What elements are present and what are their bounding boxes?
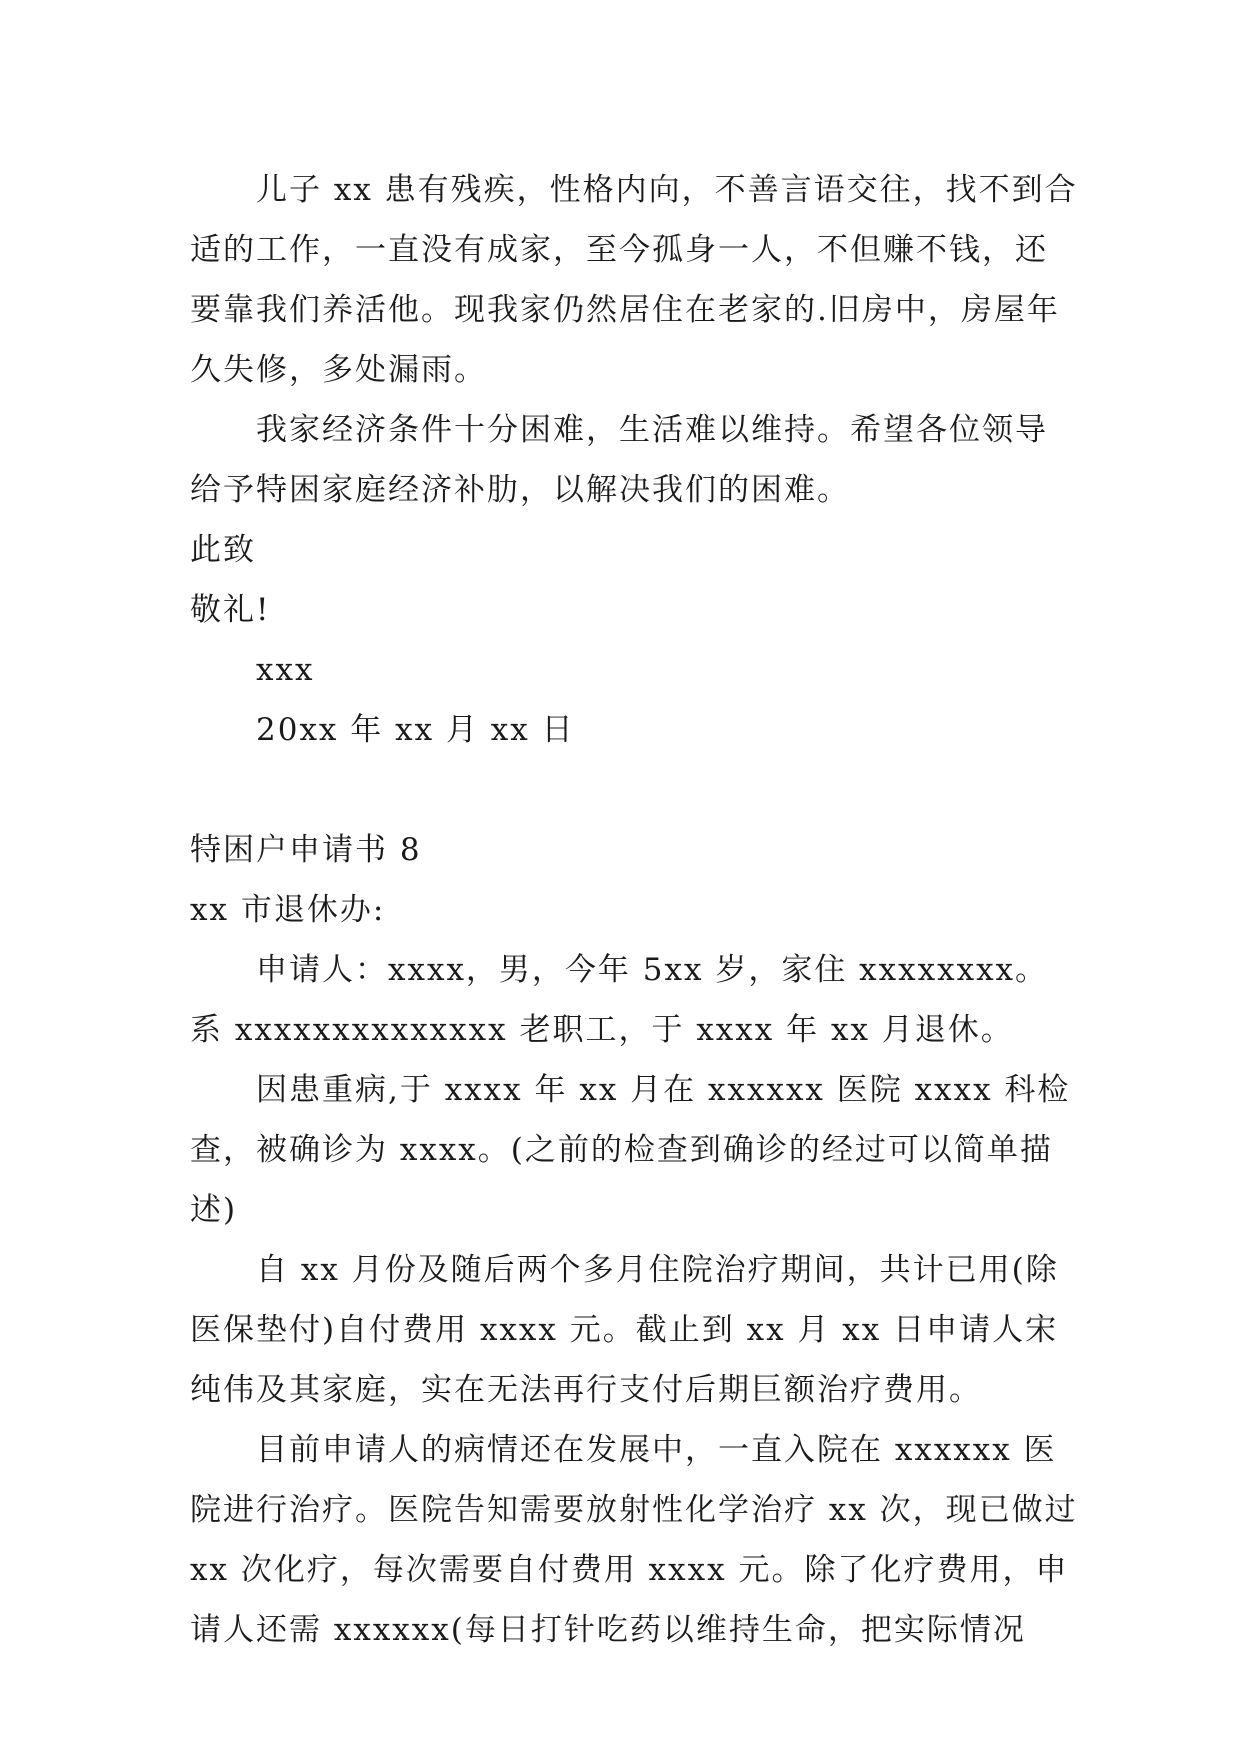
paragraph-applicant-info: 申请人：xxxx，男，今年 5xx 岁，家住 xxxxxxxx。系 xxxxxxxxxxxxxx 老职工，于 xxxx 年 xx 月退休。	[190, 952, 1049, 1048]
signature-name: xxx	[256, 652, 315, 688]
signature-date: 20xx 年 xx 月 xx 日	[256, 712, 575, 748]
paragraph-financial-difficulty: 我家经济条件十分困难，生活难以维持。希望各位领导给予特困家庭经济补肋，以解决我们的困难。	[190, 412, 1048, 508]
closing-regards: 敬礼!	[190, 592, 271, 628]
addressee: xx 市退休办:	[190, 892, 386, 928]
document-page	[190, 160, 1080, 1660]
paragraph-expenses: 自 xx 月份及随后两个多月住院治疗期间，共计已用(除医保垫付)自付费用 xxxx 元。截止到 xx 月 xx 日申请人宋纯伟及其家庭，实在无法再行支付后期巨额治疗费用。	[190, 1252, 1059, 1408]
paragraph-diagnosis: 因患重病,于 xxxx 年 xx 月在 xxxxxx 医院 xxxx 科检查，被确诊为 xxxx。(之前的检查到确诊的经过可以简单描述)	[190, 1072, 1071, 1228]
section-title: 特困户申请书 8	[190, 832, 422, 868]
paragraph-son-condition: 儿子 xx 患有残疾，性格内向，不善言语交往，找不到合适的工作，一直没有成家，至今孤身一人，不但赚不钱，还要靠我们养活他。现我家仍然居住在老家的.旧房中，房屋年久失修，多处漏雨。	[190, 172, 1078, 388]
section-gap	[190, 760, 1080, 820]
closing-salutation: 此致	[190, 532, 256, 568]
paragraph-treatment: 目前申请人的病情还在发展中，一直入院在 xxxxxx 医院进行治疗。医院告知需要放射性化学治疗 xx 次，现已做过 xx 次化疗，每次需要自付费用 xxxx 元。除了化疗费用，申请人还需 xxxxxx(每日打针吃药以维持生命，把实际情况	[190, 1432, 1078, 1648]
